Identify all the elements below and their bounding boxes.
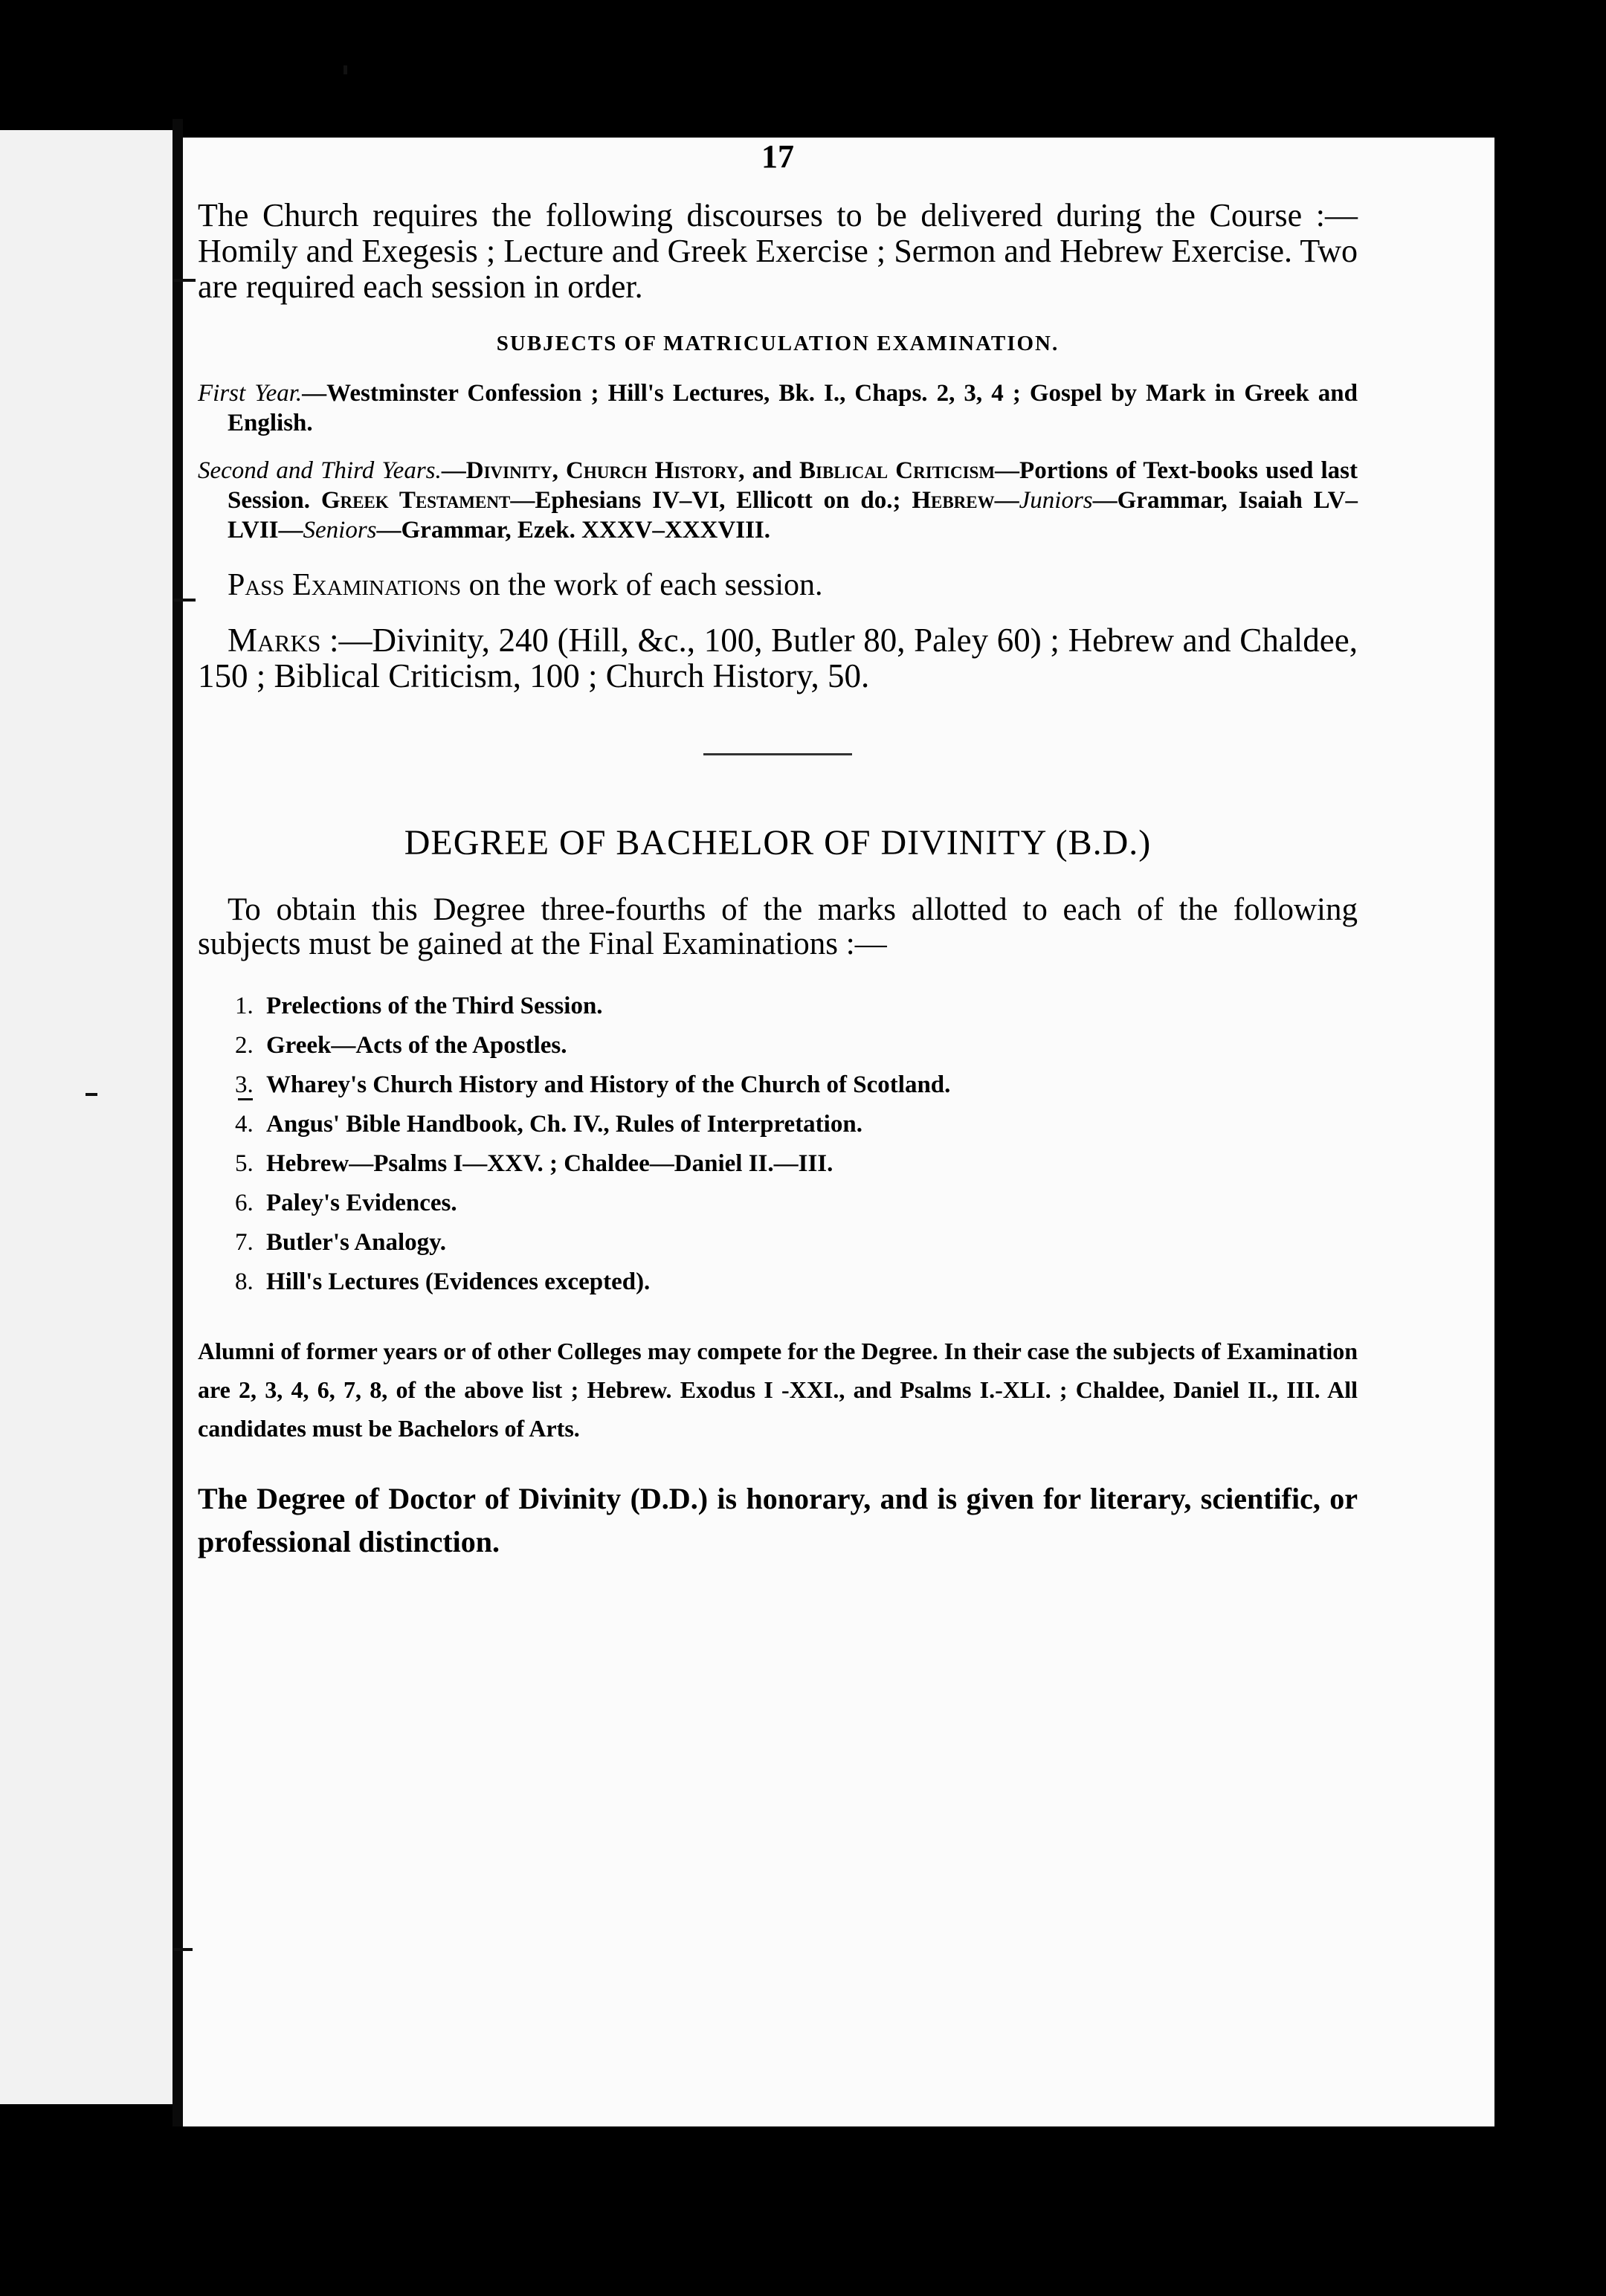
discourses-paragraph: The Church requires the following discourses to be delivered during the Course :—Homily and Exegesis ; Lecture and Greek Exercise ; Sermon and Hebrew Exercise. Two are required each session in order. — [198, 197, 1358, 305]
print-mark — [86, 1093, 97, 1096]
second-third-text: —Grammar, Ezek. XXXV–XXXVIII. — [376, 517, 770, 544]
page-content — [198, 138, 1358, 1564]
pass-examinations-label: Pass Examinations — [228, 568, 462, 602]
list-item — [235, 1223, 1358, 1263]
pass-examinations — [228, 567, 1358, 603]
list-item-text: Hill's Lectures (Evidences excepted). — [266, 1268, 651, 1295]
bd-degree-heading: DEGREE OF BACHELOR OF DIVINITY (B.D.) — [404, 823, 1152, 862]
print-mark — [344, 65, 347, 74]
first-year-text: —Westminster Confession ; Hill's Lectures, Bk. I., Chaps. 2, 3, 4 ; Gospel by Mark in Greek and English. — [228, 380, 1358, 436]
subject-divinity-church-history: Divinity, Church History, — [465, 457, 745, 484]
second-third-year-entry — [198, 456, 1358, 545]
list-item — [235, 1026, 1358, 1065]
list-item-number: 7. — [235, 1229, 254, 1256]
list-item-text: Angus' Bible Handbook, Ch. IV., Rules of Interpretation. — [266, 1111, 862, 1138]
list-item-text: Butler's Analogy. — [266, 1229, 447, 1256]
list-item — [235, 1144, 1358, 1184]
bd-requirements-paragraph: To obtain this Degree three-fourths of the marks allotted to each of the following subjects must be gained at the Final Examinations :— — [198, 892, 1358, 961]
list-item-text: Greek—Acts of the Apostles. — [266, 1032, 567, 1059]
list-item-number: 2. — [235, 1032, 254, 1059]
second-third-label: Second and Third Years. — [198, 457, 442, 484]
list-item-text: Prelections of the Third Session. — [266, 993, 603, 1019]
dd-honorary-paragraph: The Degree of Doctor of Divinity (D.D.) is honorary, and is given for literary, scientific, or professional distinction. — [198, 1482, 1358, 1558]
section-divider — [703, 753, 852, 755]
list-item-number: 6. — [235, 1190, 254, 1216]
matriculation-heading: SUBJECTS OF MATRICULATION EXAMINATION. — [496, 332, 1060, 355]
second-third-text: — — [994, 487, 1019, 514]
subject-biblical-criticism: Biblical Criticism — [799, 457, 996, 484]
list-item-number: 4. — [235, 1111, 254, 1138]
pass-examinations-text: on the work of each session. — [461, 568, 823, 602]
bd-subject-list — [235, 987, 1358, 1302]
second-third-text: —Grammar, Isaiah LV–LVII— — [228, 487, 1358, 544]
first-year-entry — [198, 378, 1358, 438]
juniors-label: Juniors — [1019, 487, 1093, 514]
subject-hebrew: Hebrew — [912, 487, 995, 514]
seniors-label: Seniors — [303, 517, 377, 544]
list-item-text: Wharey's Church History and History of the Church of Scotland. — [266, 1071, 951, 1098]
list-item-text: Hebrew—Psalms I—XXV. ; Chaldee—Daniel II.—III. — [266, 1150, 833, 1177]
list-item-number: 8. — [235, 1268, 254, 1295]
print-mark — [173, 279, 196, 282]
second-third-text: —Ephesians IV–VI, Ellicott on do.; — [510, 487, 912, 514]
second-third-text: — — [441, 457, 466, 484]
list-item — [235, 1065, 1358, 1105]
marks-paragraph — [198, 622, 1358, 694]
print-mark — [173, 599, 196, 602]
subject-greek-testament: Greek Testament — [320, 487, 511, 514]
list-item — [235, 1184, 1358, 1223]
book-spine — [172, 119, 183, 2126]
facing-page-edge — [0, 130, 178, 2104]
first-year-label: First Year. — [198, 380, 303, 407]
list-item-number: 1. — [235, 993, 254, 1019]
marks-text: :—Divinity, 240 (Hill, &c., 100, Butler 80, Paley 60) ; Hebrew and Chaldee, 150 ; Biblical Criticism, 100 ; Church History, 50. — [198, 622, 1358, 694]
list-item-number: 5. — [235, 1150, 254, 1177]
list-item-number: 3. — [235, 1071, 254, 1098]
second-third-text: —Portions of Text-books used last Session. — [228, 457, 1358, 514]
print-mark — [173, 1948, 193, 1951]
alumni-paragraph: Alumni of former years or of other Colleges may compete for the Degree. In their case the subjects of Examination are 2, 3, 4, 6, 7, 8, of the above list ; Hebrew. Exodus I -XXI., and Psalms I.-XLI. ; Chaldee, Daniel II., III. All candidates must be Bachelors of Arts. — [198, 1338, 1358, 1442]
list-item-text: Paley's Evidences. — [266, 1190, 457, 1216]
list-item — [235, 1263, 1358, 1302]
list-item — [235, 1105, 1358, 1144]
second-third-text: and — [744, 457, 799, 484]
marks-label: Marks — [228, 622, 321, 659]
page-number: 17 — [761, 138, 794, 175]
list-item — [235, 987, 1358, 1026]
